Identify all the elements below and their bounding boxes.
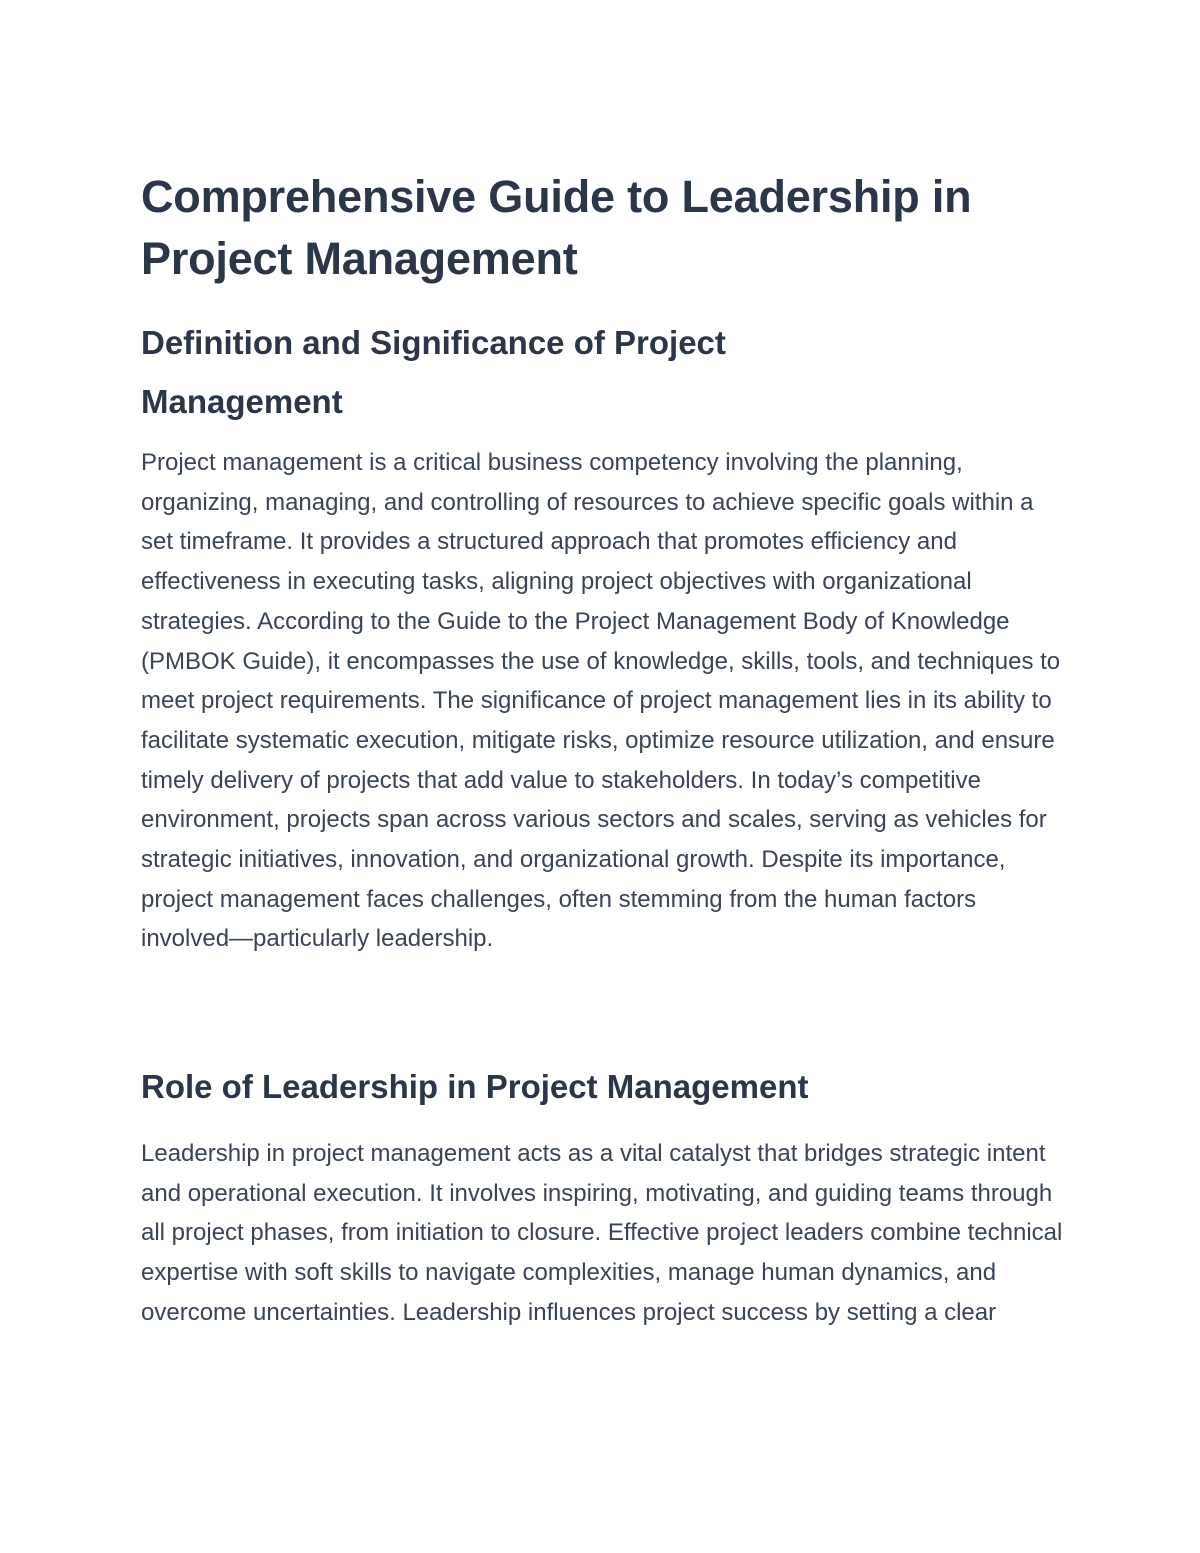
section-paragraph-definition: Project management is a critical business competency involving the planning, organizing, managing, and controlling of resources to achieve specific goals within a set timeframe. It provides a structured approach that promotes efficiency and effectiveness in executing tasks, aligning project objectives with organizational strategies. According to the Guide to the Project Management Body of Knowledge (PMBOK Guide), it encompasses the use of knowledge, skills, tools, and techniques to meet project requirements. The significance of project management lies in its ability to facilitate systematic execution, mitigate risks, optimize resource utilization, and ensure timely delivery of projects that add value to stakeholders. In today’s competitive environment, projects span across various sectors and scales, serving as vehicles for strategic initiatives, innovation, and organizational growth. Despite its importance, project management faces challenges, often stemming from the human factors involved—particularly leadership.: [141, 449, 1061, 953]
document-title: Comprehensive Guide to Leadership in Project Management: [141, 171, 972, 284]
section-heading-role-of-leadership: Role of Leadership in Project Management: [141, 1068, 809, 1105]
section-paragraph-role-of-leadership: Leadership in project management acts as a vital catalyst that bridges strategic intent and operational execution. It involves inspiring, motivating, and guiding teams through all project phases, from initiation to closure. Effective project leaders combine technical expertise with soft skills to navigate complexities, manage human dynamics, and overcome uncertainties. Leadership influences project success by setting a clear: [141, 1140, 1063, 1326]
section-heading-definition: Definition and Significance of Project Management: [141, 324, 726, 420]
